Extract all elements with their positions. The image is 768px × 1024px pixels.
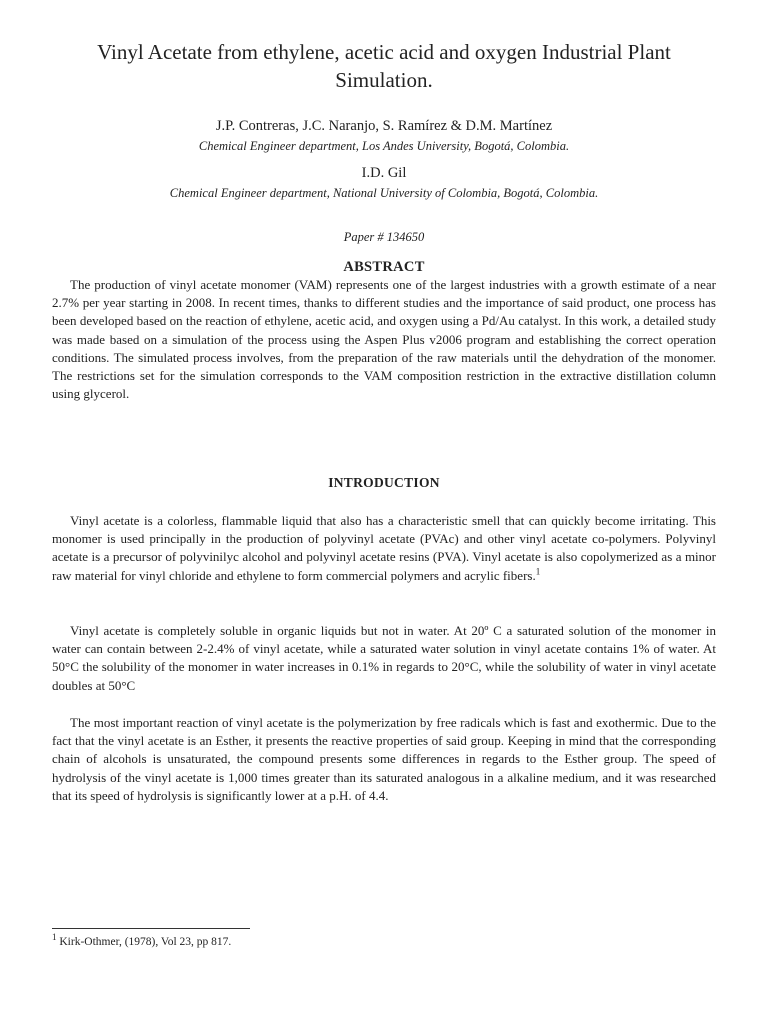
intro-paragraph-3: The most important reaction of vinyl acetate is the polymerization by free radicals which is fast and exothermic. Due to the fact that the vinyl acetate is an Esther, it presents the reactive properties of said group. Keeping in mind that the corresponding chain of alcohols is unsaturated, the compound presents some differences in regards to the Esther group. The speed of hydrolysis of the vinyl acetate is 1,000 times greater than its saturated analogous in a alkaline medium, and it was researched that its speed of hydrolysis is significantly lower at a p.H. of 4.4. <box>52 715 716 803</box>
intro-paragraph-1 <box>52 512 716 585</box>
affiliation-secondary: Chemical Engineer department, National University of Colombia, Bogotá, Colombia. <box>169 186 599 200</box>
abstract-heading: ABSTRACT <box>343 259 425 275</box>
affiliation-primary: Chemical Engineer department, Los Andes University, Bogotá, Colombia. <box>198 139 570 153</box>
abstract-text: The production of vinyl acetate monomer (VAM) represents one of the largest industries with a growth estimate of a near 2.7% per year starting in 2008. In recent times, thanks to different studies and the importance of said product, one process has been developed based on the reaction of ethylene, acetic acid, and oxygen using a Pd/Au catalyst. In this work, a detailed study was made based on a simulation of the process using the Aspen Plus v2006 program and establishing the correct operation conditions. The simulated process involves, from the preparation of the raw materials until the dehydration of the monomer. The restrictions set for the simulation corresponds to the VAM composition restriction in the extractive distillation column using glycerol. <box>52 277 716 402</box>
introduction-heading: INTRODUCTION <box>328 475 440 490</box>
footnote <box>52 934 231 950</box>
paper-title: Vinyl Acetate from ethylene, acetic acid and oxygen Industrial Plant Simulation. <box>97 40 671 92</box>
footnote-text: Kirk-Othmer, (1978), Vol 23, pp 817. <box>56 936 232 948</box>
intro-paragraph-1-text: Vinyl acetate is a colorless, flammable liquid that also has a characteristic smell that can quickly become irritating. This monomer is used principally in the production of polyvinyl acetate (PVAc) and other vinyl acetate co-polymers. Polyvinyl acetate is a precursor of polyvinilyc alcohol and polyvinyl acetate resins (PVA). Vinyl acetate is also copolymerized as a minor raw material for vinyl chloride and ethylene to form commercial polymers and acrylic fibers. <box>52 513 716 583</box>
footnote-number: 1 <box>52 932 57 943</box>
authors-secondary: I.D. Gil <box>361 165 407 181</box>
footnote-divider <box>52 928 250 929</box>
intro-paragraph-2: Vinyl acetate is completely soluble in organic liquids but not in water. At 20º C a saturated solution of the monomer in water can contain between 2-2.4% of vinyl acetate, while a saturated water solution in vinyl acetate contains 1% of water. At 50°C the solubility of the monomer in water increases in 0.1% in regards to 20°C, while the solubility of water in vinyl acetate doubles at 50°C <box>52 623 716 693</box>
footnote-reference: 1 <box>535 566 541 577</box>
authors-primary: J.P. Contreras, J.C. Naranjo, S. Ramírez & D.M. Martínez <box>215 118 553 134</box>
paper-number: Paper # 134650 <box>343 230 425 244</box>
